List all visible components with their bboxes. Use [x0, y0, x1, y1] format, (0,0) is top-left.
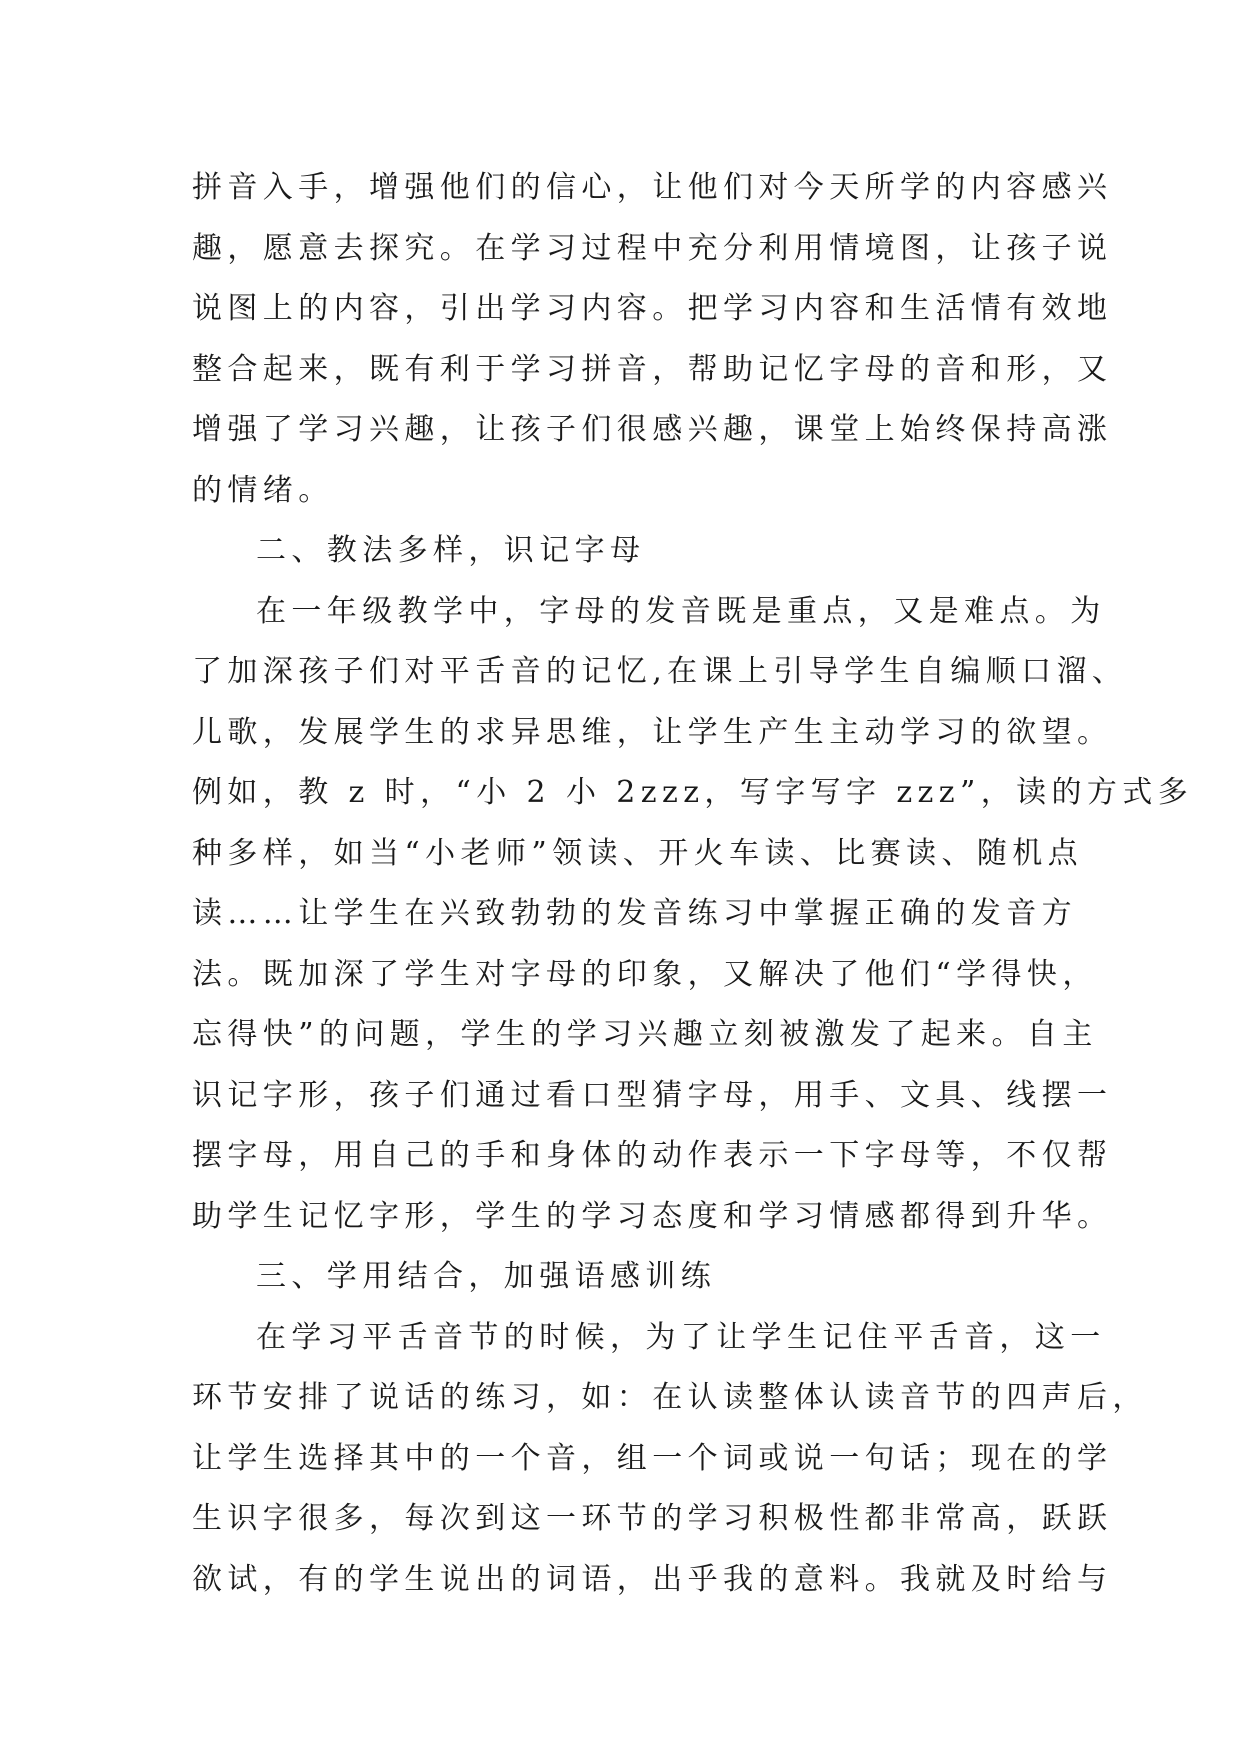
paragraph-line: 法。既加深了学生对字母的印象，又解决了他们“学得快， [192, 956, 1098, 992]
paragraph-line: 增强了学习兴趣，让孩子们很感兴趣，课堂上始终保持高涨 [192, 412, 1113, 447]
paragraph-line: 说图上的内容，引出学习内容。把学习内容和生活情有效地 [192, 291, 1113, 326]
paragraph-line-indented: 三、学用结合，加强语感训练 [256, 1259, 717, 1294]
paragraph-line: 了加深孩子们对平舌音的记忆,在课上引导学生自编顺口溜、 [192, 654, 1128, 689]
paragraph-line-indented: 在学习平舌音节的时候，为了让学生记住平舌音，这一 [256, 1319, 1106, 1355]
paragraph-line: 环节安排了说话的练习，如：在认读整体认读音节的四声后， [192, 1380, 1148, 1415]
paragraph-line: 让学生选择其中的一个音，组一个词或说一句话；现在的学 [192, 1440, 1113, 1476]
paragraph-line: 的情绪。 [192, 472, 334, 508]
paragraph-line: 忘得快”的问题，学生的学习兴趣立刻被激发了起来。自主 [192, 1017, 1098, 1052]
paragraph-line-indented: 在一年级教学中，字母的发音既是重点，又是难点。为 [256, 593, 1106, 629]
paragraph-line: 儿歌，发展学生的求异思维，让学生产生主动学习的欲望。 [192, 714, 1113, 750]
paragraph-line: 种多样，如当“小老师”领读、开火车读、比赛读、随机点 [192, 835, 1084, 871]
paragraph-line: 拼音入手，增强他们的信心，让他们对今天所学的内容感兴 [192, 170, 1113, 205]
document-body [192, 158, 1194, 1610]
paragraph-line: 助学生记忆字形，学生的学习态度和学习情感都得到升华。 [192, 1198, 1113, 1234]
paragraph-line: 识记字形，孩子们通过看口型猜字母，用手、文具、线摆一 [192, 1077, 1113, 1113]
paragraph-line: 整合起来，既有利于学习拼音，帮助记忆字母的音和形，又 [192, 351, 1113, 387]
paragraph-line: 欲试，有的学生说出的词语，出乎我的意料。我就及时给与 [192, 1561, 1113, 1597]
paragraph-line: 生识字很多，每次到这一环节的学习积极性都非常高，跃跃 [192, 1501, 1113, 1536]
paragraph-line-indented: 二、教法多样，识记字母 [256, 533, 646, 568]
paragraph-line: 趣，愿意去探究。在学习过程中充分利用情境图，让孩子说 [192, 230, 1113, 266]
paragraph-line: 例如，教 z 时，“小 2 小 2zzz，写字写字 zzz”，读的方式多 [192, 775, 1194, 810]
paragraph-line: 读……让学生在兴致勃勃的发音练习中掌握正确的发音方 [192, 896, 1077, 931]
paragraph-line: 摆字母，用自己的手和身体的动作表示一下字母等，不仅帮 [192, 1138, 1113, 1173]
